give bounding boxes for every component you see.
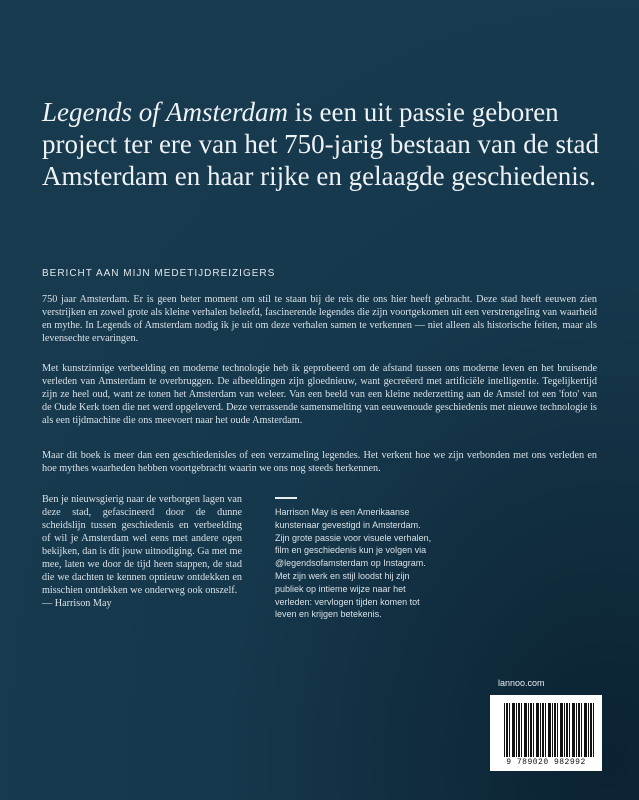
section-heading: BERICHT AAN MIJN MEDETIJDREIZIGERS xyxy=(42,268,276,279)
intro-text: is een uit passie geboren project ter ere van het 750-jarig bestaan van de stad Amsterdam en haar rijke en gelaagde geschiedenis. xyxy=(42,97,600,191)
author-bio: Harrison May is een Amerikaanse kunstenaar gevestigd in Amsterdam. Zijn grote passie voor visuele verhalen, film en geschiedenis kun je volgen via @legendsofamsterdam op Instagram. Met zijn werk en stijl loodst hij zijn publiek op intieme wijze naar het verleden: vervlogen tijden komen tot leven en krijgen betekenis. xyxy=(275,507,432,620)
paragraph-1: 750 jaar Amsterdam. Er is geen beter moment om stil te staan bij de reis die ons hier heeft gebracht. Deze stad heeft eeuwen zien verstrijken en zowel grote als kleine verhalen beleefd, fascinerende legendes die zijn voortgekomen uit een verstrengeling van waarheid en mythe. In Legends of Amsterdam nodig ik je uit om deze verhalen samen te verkennen — niet alleen als historische feiten, maar als levensechte ervaringen. xyxy=(42,294,597,344)
paragraph-2: Met kunstzinnige verbeelding en moderne technologie heb ik geprobeerd om de afstand tussen ons moderne leven en het bruisende verleden van Amsterdam te overbruggen. De afbeeldingen zijn gloednieuw, want gecreëerd met artificiële intelligentie. Tegelijkertijd zijn ze heel oud, want ze tonen het Amsterdam van weleer. Van een beeld van een kleine nederzetting aan de Amstel tot een 'foto' van de Oude Kerk toen die net werd opgeleverd. Deze verrassende samensmelting van eeuwenoude geschiedenis met nieuwe technologie is als een tijdmachine die ons meevoert naar het oude Amsterdam. xyxy=(42,363,597,426)
paragraph-3: Maar dit boek is meer dan een geschiedenisles of een verzameling legendes. Het verkent hoe we zijn verbonden met ons verleden en hoe mythes waarheden hebben voortgebracht waarin we ons nog steeds herkennen. xyxy=(42,450,597,474)
publisher-url: lannoo.com xyxy=(498,678,545,688)
isbn-barcode xyxy=(490,695,602,771)
bio-divider xyxy=(275,497,297,499)
paragraph-4: Ben je nieuwsgierig naar de verborgen lagen van deze stad, gefascineerd door de dunne scheidslijn tussen geschiedenis en verbeelding of wil je Amsterdam wel eens met andere ogen bekijken, dan is dit jouw uitnodiging. Ga met me mee, laten we door de tijd heen stappen, de stad die we dachten te kennen opnieuw ontdekken en misschien ontdekken we onderweg ook onszelf. xyxy=(42,494,242,596)
book-title: Legends of Amsterdam xyxy=(42,97,288,127)
barcode-bars xyxy=(504,703,594,757)
intro-statement xyxy=(42,96,602,192)
author-signature: — Harrison May xyxy=(42,598,112,609)
isbn-number: 9 789020 982992 xyxy=(506,758,586,767)
